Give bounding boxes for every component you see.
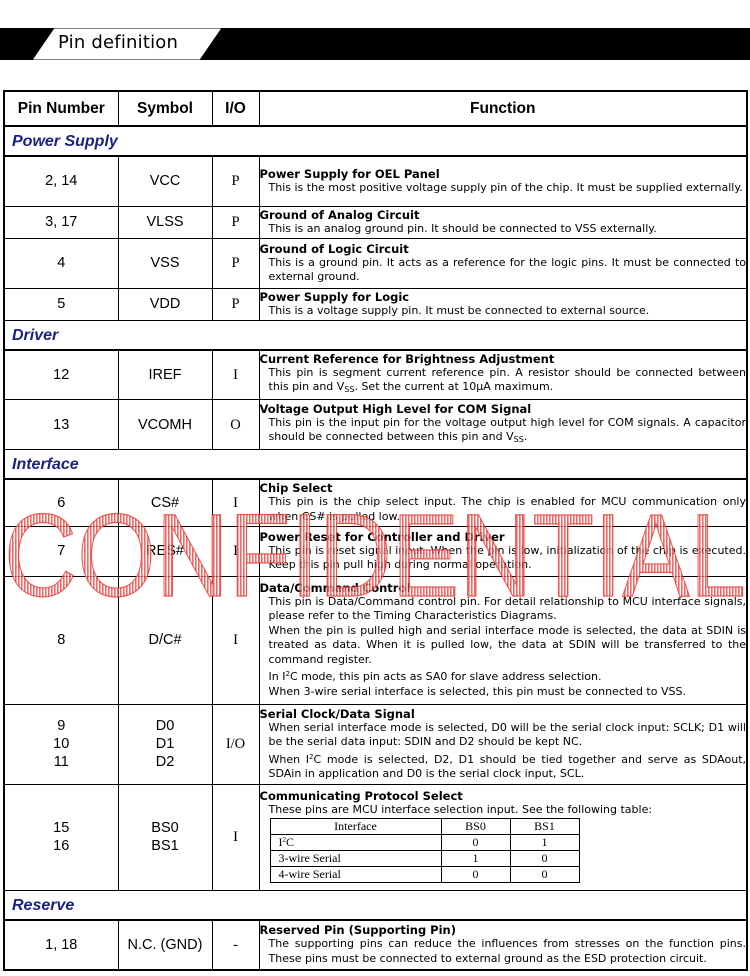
function-title: Communicating Protocol Select — [259, 788, 463, 803]
section-row — [4, 126, 747, 156]
symbol-cell — [118, 156, 212, 206]
pin-io-type: I — [233, 366, 238, 383]
pin-number: 8 — [57, 632, 66, 648]
section-cell — [4, 890, 747, 920]
function-description: In $I^2C$ mode, this pin acts as SA0 for slave address selection. — [268, 670, 602, 684]
function-title: Chip Select — [259, 481, 333, 496]
pin-io-type: O — [230, 416, 241, 433]
table-row — [4, 238, 747, 288]
pin-io-type: P — [231, 214, 240, 230]
page-title: Pin definition — [58, 32, 179, 53]
function-cell — [259, 400, 747, 450]
interface-table-row — [270, 851, 579, 867]
function-description: When 3-wire serial interface is selected, this pin must be connected to VSS. — [268, 684, 686, 698]
section-banner — [0, 28, 750, 60]
symbol-cell — [118, 526, 212, 576]
interface-table-cell: BS0 — [441, 819, 510, 835]
io-cell — [212, 400, 259, 450]
function-description: This pin is Data/Command control pin. For detail relationship to MCU interface signals, please refer to the Timing Characteristics Diagrams. — [268, 595, 746, 623]
table-row — [4, 288, 747, 320]
function-cell — [259, 920, 747, 970]
table-row — [4, 526, 747, 576]
function-description: This pin is the input pin for the voltage output high level for COM signals. A capacitor should be connected between this pin and $V_{SS}$. — [268, 415, 746, 444]
pin-number-cell — [4, 526, 118, 576]
pin-number-cell — [4, 400, 118, 450]
pin-number: 15 — [53, 820, 70, 836]
pin-number-cell — [4, 784, 118, 890]
function-cell — [259, 156, 747, 206]
io-cell — [212, 238, 259, 288]
pin-symbol: VLSS — [146, 214, 184, 230]
pin-symbol: BS1 — [151, 838, 179, 854]
pin-symbol: VCC — [149, 173, 181, 190]
function-title: Ground of Logic Circuit — [259, 241, 409, 256]
io-cell — [212, 206, 259, 238]
pin-number-cell — [4, 238, 118, 288]
function-description: When the pin is pulled high and serial interface mode is selected, the data at SDIN is treated as data. When it is pulled low, the data at SDIN will be transferred to the command register. — [268, 623, 746, 666]
function-description: This is the most positive voltage supply pin of the chip. It must be supplied externally. — [268, 181, 743, 195]
pin-io-type: P — [231, 173, 240, 190]
interface-table-cell: 1 — [441, 851, 510, 867]
pin-symbol: RES# — [146, 543, 184, 559]
function-cell — [259, 206, 747, 238]
pin-symbol: BS0 — [151, 820, 179, 836]
function-cell — [259, 704, 747, 784]
table-row — [4, 206, 747, 238]
table-body — [4, 126, 747, 970]
symbol-cell — [118, 288, 212, 320]
function-cell — [259, 576, 747, 704]
pin-number-cell — [4, 920, 118, 970]
interface-table-cell: 0 — [441, 867, 510, 883]
column-header: Symbol — [118, 91, 212, 126]
pin-number: 6 — [57, 494, 66, 511]
io-cell — [212, 156, 259, 206]
section-label: Reserve — [12, 896, 75, 914]
column-header: Function — [259, 91, 747, 126]
function-description: When serial interface mode is selected, D0 will be the serial clock input: SCLK; D1 will be the serial data input: SDIN and D2 should be kept NC. — [268, 720, 746, 749]
function-cell — [259, 350, 747, 400]
table-row — [4, 350, 747, 400]
io-cell — [212, 526, 259, 576]
function-description: These pins are MCU interface selection input. See the following table: — [268, 802, 653, 816]
section-label: Driver — [12, 326, 59, 344]
io-cell — [212, 920, 259, 970]
function-cell — [259, 479, 747, 526]
pin-table — [3, 90, 748, 971]
interface-table-cell: 0 — [441, 835, 510, 851]
section-cell — [4, 450, 747, 480]
pin-number-cell — [4, 288, 118, 320]
interface-table-row — [270, 835, 579, 851]
pin-symbol: VDD — [149, 296, 181, 312]
pin-io-type: P — [231, 296, 240, 312]
pin-io-type: I — [233, 632, 238, 648]
io-cell — [212, 704, 259, 784]
function-description: This is a ground pin. It acts as a reference for the logic pins. It must be connected to external ground. — [268, 255, 746, 283]
pin-symbol: N.C. (GND) — [127, 936, 203, 953]
pin-number: 13 — [53, 416, 70, 433]
section-label: Interface — [12, 456, 79, 473]
pin-number: 16 — [53, 838, 70, 854]
function-title: Power Supply for OEL Panel — [259, 167, 440, 182]
pin-number: 1, 18 — [45, 936, 78, 953]
pin-number: 4 — [57, 255, 66, 271]
function-description: The supporting pins can reduce the influences from stresses on the function pins. These pins must be connected to external ground as the ESD protection circuit. — [268, 937, 746, 965]
section-cell — [4, 126, 747, 156]
interface-table-row — [270, 867, 579, 883]
symbol-cell — [118, 479, 212, 526]
column-header: I/O — [212, 91, 259, 126]
pin-number-cell — [4, 350, 118, 400]
function-cell — [259, 288, 747, 320]
function-cell — [259, 784, 747, 890]
table-header-row — [4, 91, 747, 126]
table-row — [4, 576, 747, 704]
table-row — [4, 784, 747, 890]
pin-io-type: I — [233, 494, 238, 511]
symbol-cell — [118, 400, 212, 450]
interface-table-row — [270, 819, 579, 835]
symbol-cell — [118, 576, 212, 704]
function-cell — [259, 526, 747, 576]
interface-table-cell: $I^2C$ — [270, 835, 441, 851]
pin-io-type: - — [233, 936, 238, 953]
symbol-cell — [118, 206, 212, 238]
pin-number: 7 — [57, 543, 66, 559]
pin-number-cell — [4, 479, 118, 526]
interface-table-cell: 1 — [510, 835, 579, 851]
table-row — [4, 400, 747, 450]
column-header: Pin Number — [4, 91, 118, 126]
pin-symbol: IREF — [148, 366, 182, 383]
pin-number: 10 — [53, 736, 70, 752]
symbol-cell — [118, 920, 212, 970]
function-title: Ground of Analog Circuit — [259, 207, 420, 222]
table-row — [4, 479, 747, 526]
pin-symbol: D/C# — [148, 632, 182, 648]
function-description: When $I^2C$ mode is selected, D2, D1 should be tied together and serve as SDAout, SDAin in application and D0 is the serial clock input, SCL. — [268, 752, 747, 780]
io-cell — [212, 288, 259, 320]
pin-symbol: CS# — [150, 494, 180, 511]
table-row — [4, 704, 747, 784]
symbol-cell — [118, 350, 212, 400]
pin-io-type: P — [231, 255, 240, 271]
function-title: Current Reference for Brightness Adjustment — [259, 351, 555, 366]
pin-io-type: I/O — [225, 736, 246, 752]
function-description: This is a voltage supply pin. It must be connected to external source. — [268, 303, 650, 317]
section-row — [4, 320, 747, 350]
io-cell — [212, 350, 259, 400]
pin-number: 2, 14 — [45, 173, 78, 190]
symbol-cell — [118, 238, 212, 288]
interface-table-cell: 0 — [510, 851, 579, 867]
pin-symbol: D1 — [155, 736, 175, 752]
function-title: Data/Command Control — [259, 581, 411, 596]
table-row — [4, 920, 747, 970]
pin-number-cell — [4, 576, 118, 704]
function-description: This is an analog ground pin. It should be connected to VSS externally. — [268, 221, 657, 235]
io-cell — [212, 479, 259, 526]
pin-number: 9 — [57, 718, 66, 734]
section-cell — [4, 320, 747, 350]
pin-number: 3, 17 — [45, 214, 78, 230]
io-cell — [212, 576, 259, 704]
pin-symbol: D2 — [155, 754, 175, 770]
interface-table-cell: Interface — [270, 819, 441, 835]
function-cell — [259, 238, 747, 288]
interface-table-cell: 0 — [510, 867, 579, 883]
interface-table-cell: 4-wire Serial — [270, 867, 441, 883]
interface-select-table — [270, 818, 580, 883]
symbol-cell — [118, 704, 212, 784]
pin-symbol: D0 — [155, 718, 175, 734]
pin-number: 11 — [53, 754, 69, 770]
section-label: Power Supply — [12, 133, 118, 150]
function-title: Reserved Pin (Supporting Pin) — [259, 923, 456, 938]
function-title: Power Supply for Logic — [259, 289, 410, 304]
section-row — [4, 450, 747, 480]
pin-symbol: VCOMH — [138, 416, 192, 433]
table-row — [4, 156, 747, 206]
interface-table-cell: 3-wire Serial — [270, 851, 441, 867]
pin-number: 5 — [57, 296, 66, 312]
pin-symbol: VSS — [150, 255, 180, 271]
function-title: Voltage Output High Level for COM Signal — [259, 401, 532, 416]
pin-number-cell — [4, 206, 118, 238]
interface-table-cell: BS1 — [510, 819, 579, 835]
function-title: Serial Clock/Data Signal — [259, 706, 415, 721]
pin-io-type: I — [233, 829, 238, 845]
section-row — [4, 890, 747, 920]
watermark-text: CONFIDENTIAL — [4, 500, 746, 610]
function-description: This pin is reset signal input. When the pin is low, initialization of the chip is executed. Keep this pin pull high during normal operation. — [268, 543, 746, 571]
pin-number-cell — [4, 704, 118, 784]
symbol-cell — [118, 784, 212, 890]
function-description: This pin is segment current reference pin. A resistor should be connected between this pin and $V_{SS}$. Set the current at 10µA maximum. — [268, 365, 746, 395]
function-title: Power Reset for Controller and Driver — [259, 529, 505, 544]
function-description: This pin is the chip select input. The chip is enabled for MCU communication only when CS# is pulled low. — [268, 495, 746, 523]
io-cell — [212, 784, 259, 890]
pin-number-cell — [4, 156, 118, 206]
pin-number: 12 — [53, 366, 70, 383]
pin-io-type: I — [233, 543, 238, 559]
